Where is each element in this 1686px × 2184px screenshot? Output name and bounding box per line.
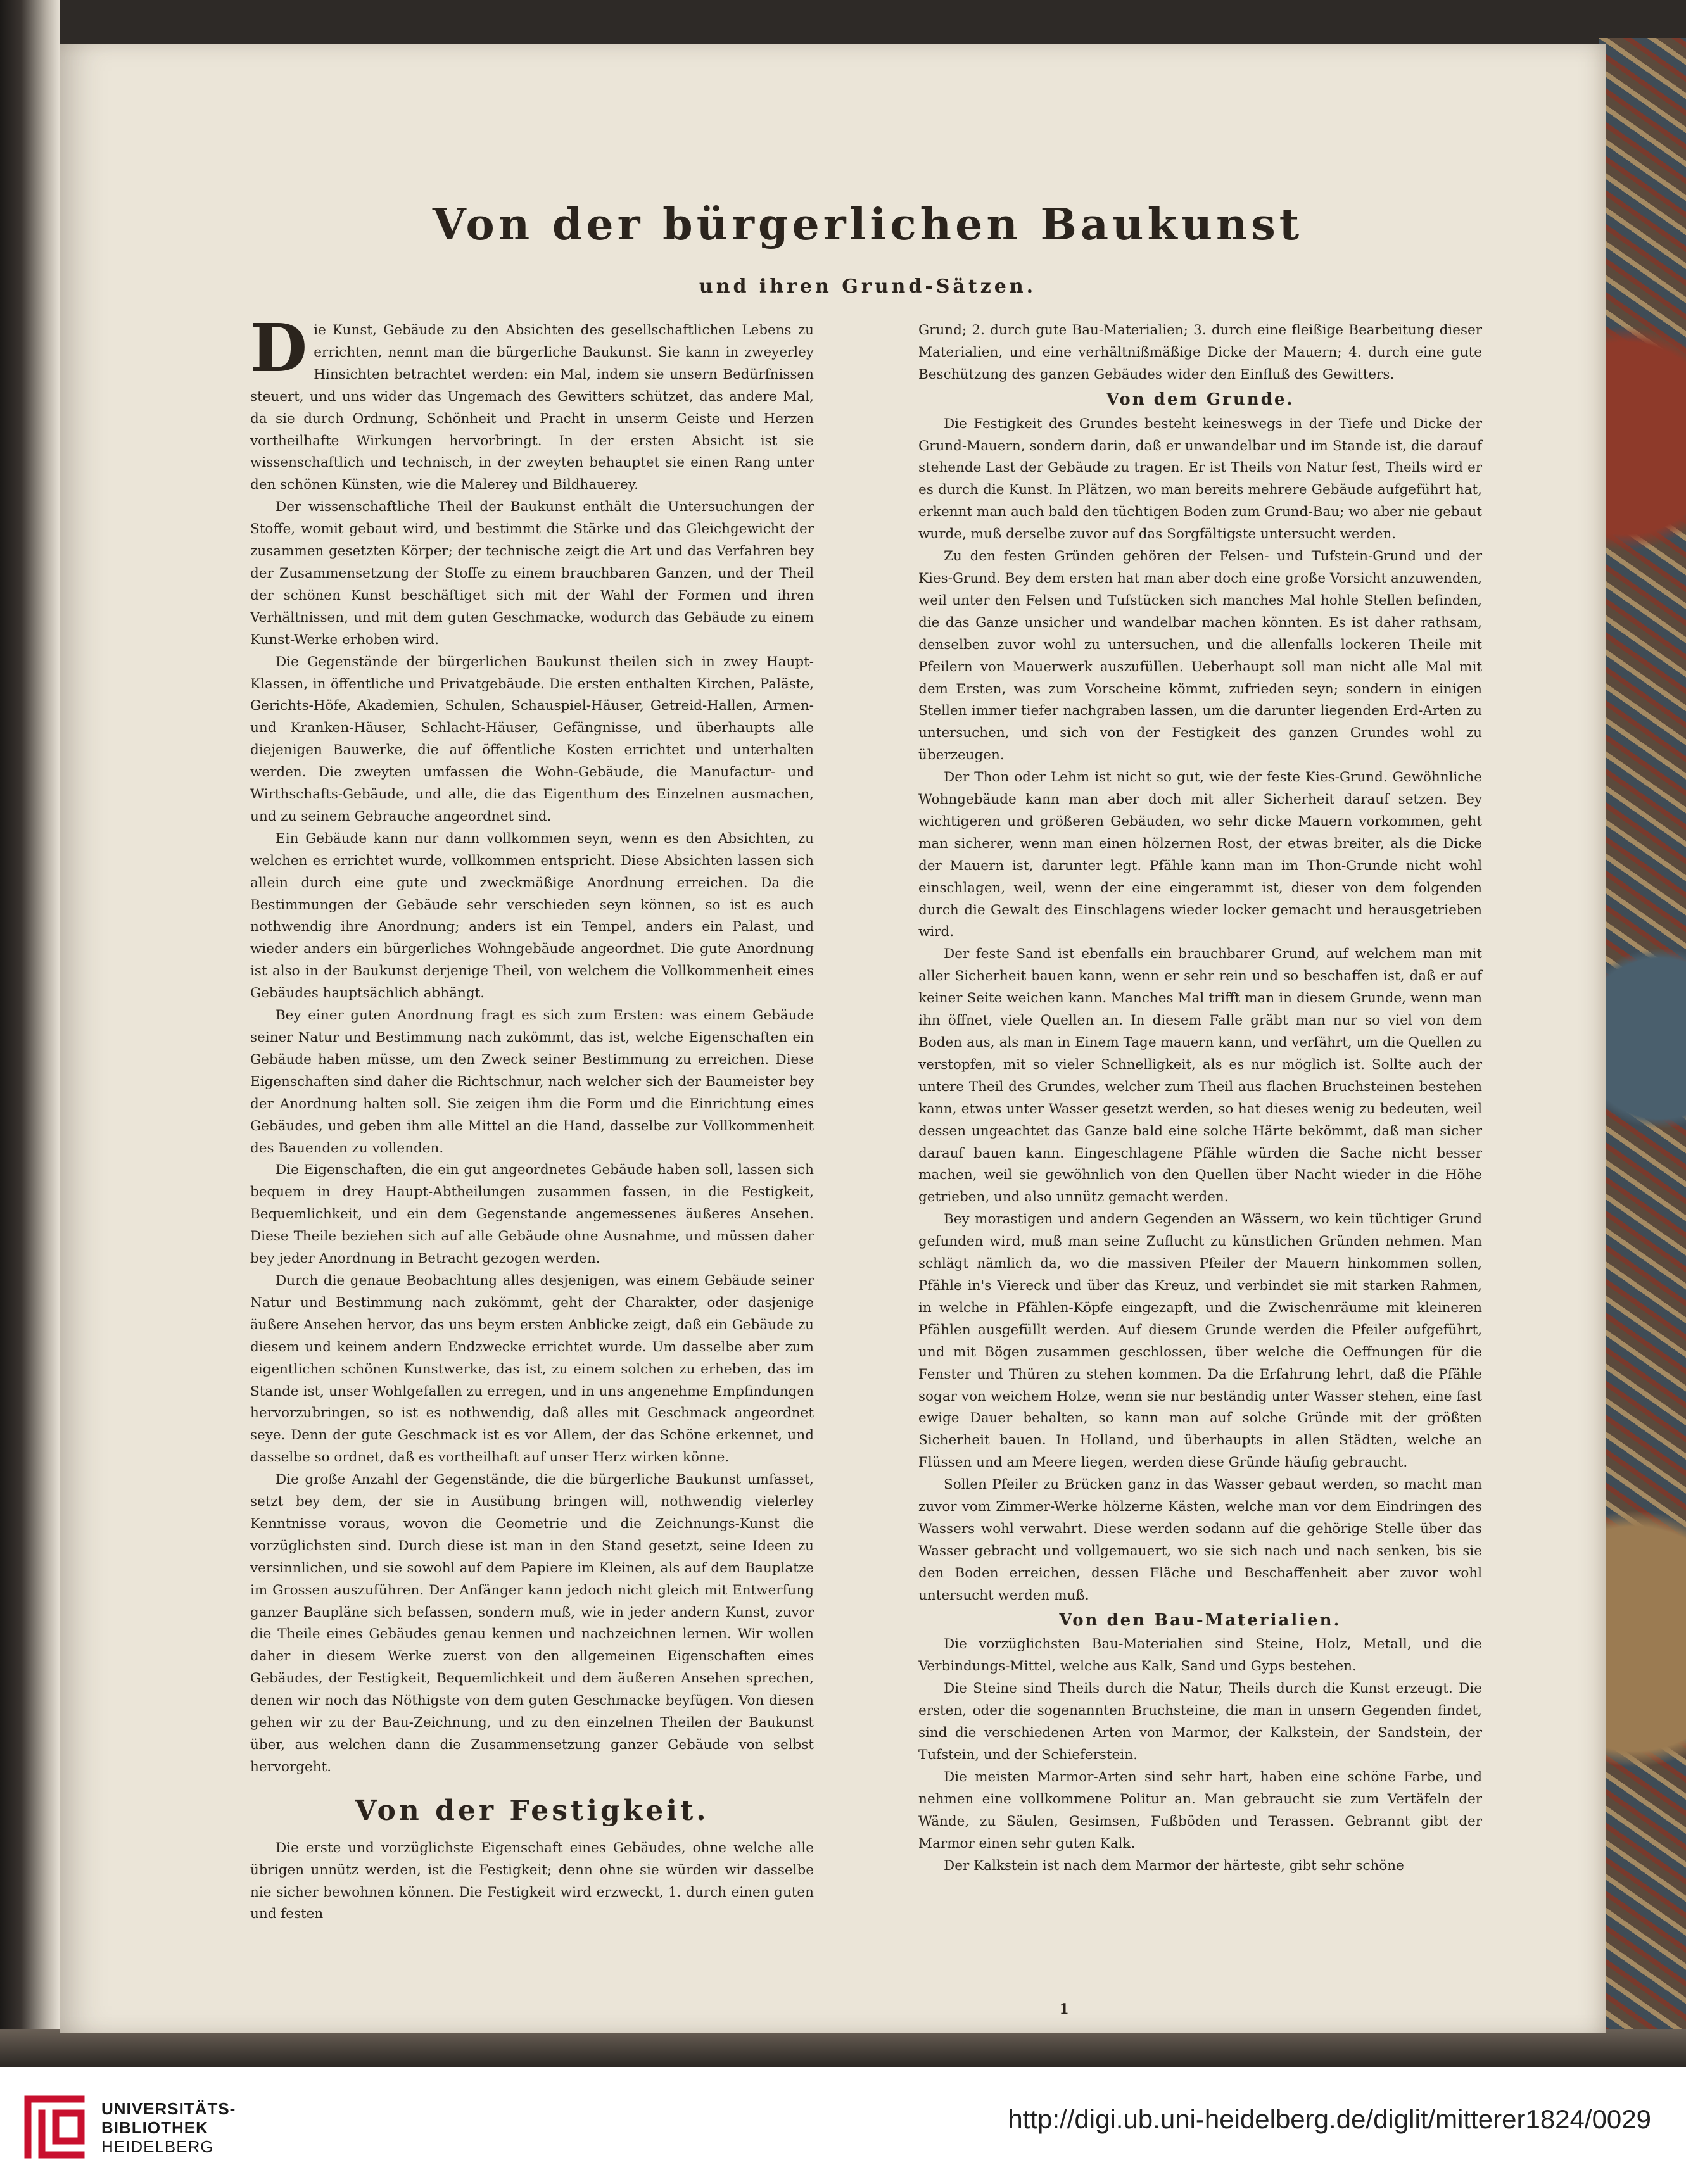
paragraph: Die erste und vorzüglichste Eigenschaft eines Gebäudes, ohne welche alle übrigen unnütz werden, ist die Festigkeit; denn ohne sie würden wir dasselbe nie sicher bewohnen können. Die Festigkeit wird erzweckt, 1. durch einen guten und festen xyxy=(250,1840,814,1922)
page-subtitle: und ihren Grund-Sätzen. xyxy=(699,275,1037,298)
paragraph: Bey morastigen und andern Gegenden an Wässern, wo kein tüchtiger Grund gefunden wird, muß man seine Zuflucht zu künstlichen Gründen nehmen. Man schlägt nämlich da, wo die massiven Pfeiler der Mauern hinkommen sollen, Pfähle in's Viereck und über das Kreuz, und verbindet sie mit starken Rahmen, in welche in Pfählen-Köpfe eingezapft, und die Zwischenräume mit kleineren Pfählen ausgefüllt werden. Auf diesem Grunde werden die Pfeiler aufgeführt, und mit Bögen zusammen geschlossen, über welche die Oeffnungen für die Fenster und Thüren zu stehen kommen. Da die Erfahrung lehrt, daß die Pfähle sogar von weichem Holze, wenn sie nur beständig unter Wasser stehen, eine fast ewige Dauer behalten, so kann man auf solche Gründe mit der größten Sicherheit bauen. In Holland, und überhaupts in allen Städten, welche an Flüssen und am Meere liegen, werden diese Gründe häufig gebraucht. xyxy=(918,1211,1482,1471)
section-heading: Von dem Grunde. xyxy=(1106,389,1295,409)
paragraph: Der Kalkstein ist nach dem Marmor der härteste, gibt sehr schöne xyxy=(944,1857,1404,1874)
library-name-line: HEIDELBERG xyxy=(101,2137,214,2156)
paragraph: Grund; 2. durch gute Bau-Materialien; 3. durch eine fleißige Bearbeitung dieser Materialien, und eine verhältnißmäßige Dicke der Mauern; 4. durch eine gute Beschützung des ganzen Gebäudes wider den Einfluß des Gewitters. xyxy=(918,322,1482,382)
paragraph: Der wissenschaftliche Theil der Baukunst enthält die Untersuchungen der Stoffe, womit gebaut wird, und bestimmt die Stärke und das Gleichgewicht der zusammen gesetzten Körper; der technische zeigt die Art und das Verfahren bey der Zusammensetzung der Stoffe zu einem brauchbaren Ganzen, und der Theil der schönen Kunst beschäftiget sich mit der Wahl der Formen und ihren Verhältnissen, und mit dem guten Geschmacke, wodurch das Gebäude zu einem Kunst-Werke erhoben wird. xyxy=(250,499,814,648)
paragraph: Die Festigkeit des Grundes besteht keineswegs in der Tiefe und Dicke der Grund-Mauern, sondern darin, daß er unwandelbar und im Stande ist, die darauf stehende Last der Gebäude zu tragen. Er ist Theils von Natur fest, Theils wird er es durch die Kunst. In Plätzen, wo man bereits mehrere Gebäude aufgeführt hat, erkennt man auch bald den tüchtigen Boden zum Grund-Bau; wo aber nie gebaut wurde, muß derselbe zuvor auf das Sorgfältigste untersucht werden. xyxy=(918,415,1482,543)
page-title: Von der bürgerlichen Baukunst xyxy=(432,199,1303,250)
paragraph: Sollen Pfeiler zu Brücken ganz in das Wasser gebaut werden, so macht man zuvor vom Zimmer-Werke hölzerne Kästen, welche man vor dem Eindringen des Wassers wohl verwahrt. Diese werden sodann auf die gehörige Stelle über das Wasser gebracht und vollgemauert, wo sie sich nach und nach senken, bis sie den Boden erreichen, dessen Fläche und Beschaffenheit aber zuvor wohl untersucht werden muß. xyxy=(918,1477,1482,1603)
paragraph: Die vorzüglichsten Bau-Materialien sind Steine, Holz, Metall, und die Verbindungs-Mittel, welche aus Kalk, Sand und Gyps bestehen. xyxy=(918,1636,1482,1675)
marbled-endpaper xyxy=(1599,38,1686,2039)
paragraph: Die große Anzahl der Gegenstände, die die bürgerliche Baukunst umfasset, setzt bey dem, der sie in Ausübung bringen will, nothwendig vielerley Kenntnisse voraus, wovon die Geometrie und die Zeichnungs-Kunst die vorzüglichsten sind. Durch diese ist man in den Stand gesetzt, seine Ideen zu versinnlichen, und sie sowohl auf dem Papiere im Kleinen, als auf dem Bauplatze im Grossen auszuführen. Der Anfänger kann jedoch nicht gleich mit Entwerfung ganzer Baupläne sich befassen, sondern muß, wie in jeder andern Kunst, zuvor die Theile eines Gebäudes genau kennen und nachzeichnen lernen. Wir wollen daher in diesem Werke zuerst von den allgemeinen Eigenschaften eines Gebäudes, der Festigkeit, Bequemlichkeit und dem äußeren Ansehen sprechen, denen wir noch das Nöthigste von dem guten Geschmacke beyfügen. Von diesen gehen wir zu der Bau-Zeichnung, und zu den einzelnen Theilen der Baukunst über, aus welchen dann die Zusammensetzung ganzer Gebäude von selbst hervorgeht. xyxy=(250,1472,814,1775)
logo-strokes xyxy=(28,2099,81,2155)
section-heading: Von der Festigkeit. xyxy=(355,1794,709,1827)
right-column xyxy=(918,320,1482,1877)
paragraph: Die meisten Marmor-Arten sind sehr hart, haben eine schöne Farbe, und nehmen eine vollkommene Politur an. Man gebraucht sie zum Vertäfeln der Wände, zu Säulen, Gesimsen, Fußböden und Terassen. Gebrannt gibt der Marmor einen sehr guten Kalk. xyxy=(918,1769,1482,1852)
paragraph: Ein Gebäude kann nur dann vollkommen seyn, wenn es den Absichten, zu welchen es errichtet wurde, vollkommen entspricht. Diese Absichten lassen sich allein durch eine gute und zweckmäßige Anordnung erreichen. Da die Bestimmungen der Gebäude sehr verschieden seyn können, so ist es auch nothwendig ihre Anordnung; anders ist ein Tempel, anders ein Palast, und wieder anders ein bürgerliches Wohngebäude angeordnet. Die gute Anordnung ist also in der Baukunst derjenige Theil, von welchem die Vollkommenheit eines Gebäudes hauptsächlich abhängt. xyxy=(250,830,814,1002)
book-binding-left xyxy=(0,0,60,2045)
paragraph: Die Gegenstände der bürgerlichen Baukunst theilen sich in zwey Haupt-Klassen, in öffentliche und Privatgebäude. Die ersten enthalten Kirchen, Paläste, Gerichts-Höfe, Akademien, Schulen, Schauspiel-Häuser, Getreid-Hallen, Armen- und Kranken-Häuser, Schlacht-Häuser, Gefängnisse, und überhaupts alle diejenigen Bauwerke, die auf öffentliche Kosten errichtet und unterhalten werden. Die zweyten umfassen die Wohn-Gebäude, die Manufactur- und Wirthschafts-Gebäude, und alle, die das Eigenthum des Einzelnen ausmachen, und zu seinem Gebrauche angeordnet sind. xyxy=(250,653,814,824)
logo-stroke xyxy=(42,2113,81,2155)
book-edge-bottom xyxy=(0,2029,1686,2067)
paragraph: Der feste Sand ist ebenfalls ein brauchbarer Grund, auf welchem man mit aller Sicherheit bauen kann, wenn er sehr rein und so beschaffen ist, daß er auf keiner Seite weichen kann. Manches Mal trifft man in diesem Grunde, wenn man ihn öffnet, viele Quellen an. In diesem Falle gräbt man nur so viel von dem Boden aus, als man in Einem Tage mauern kann, und verfährt, um die Quellen zu verstopfen, mit so vieler Schnelligkeit, als es nur möglich ist. Sollte auch der untere Theil des Grundes, welcher zum Theil aus flachen Bruchsteinen bestehen kann, etwas unter Wasser gesetzt werden, so hat dieses wenig zu bedeuten, weil dessen ungeachtet das Ganze bald eine solche Härte bekömmt, daß man sicher darauf bauen kann. Eingeschlagene Pfähle würden die Sache nicht besser machen, weil sie gewöhnlich von den Quellen über Nacht wieder in die Höhe getrieben, und also unnütz gemacht werden. xyxy=(918,946,1482,1206)
drop-cap: D xyxy=(250,309,308,387)
paragraph: Durch die genaue Beobachtung alles desjenigen, was einem Gebäude seiner Natur und Bestimmung nach zukömmt, geht der Charakter, oder dasjenige äußere Ansehen hervor, das uns beym ersten Anblicke zeigt, daß ein Gebäude zu diesem und keinem andern Endzwecke errichtet wurde. Um dasselbe aber zum eigentlichen schönen Kunstwerke, das ist, zu einem solchen zu erheben, das im Stande ist, unser Wohlgefallen zu erregen, und in uns angenehme Empfindungen hervorzubringen, so ist es nothwendig, daß alles mit Geschmack angeordnet seye. Denn der gute Geschmack ist es vor Allem, der das Schöne erkennet, und dasselbe so ordnet, daß es vortheilhaft auf unser Herz wirken könne. xyxy=(250,1272,814,1466)
paragraph-text: ie Kunst, Gebäude zu den Absichten des gesellschaftlichen Lebens zu errichten, nennt man die bürgerliche Baukunst. Sie kann in zweyerley Hinsichten betrachtet werden: ein Mal, indem sie unsern Bedürfnissen steuert, und uns wider das Ungemach des Gewitters schützet, das andere Mal, da sie durch Ordnung, Schönheit und Pracht in unserm Geiste und Herzen vortheilhafte Wirkungen hervorbringt. In der ersten Absicht ist sie wissenschaftlich und technisch, in der zweyten behauptet sie einen Rang unter den schönen Künsten, wie die Malerey und Bildhauerey. xyxy=(250,322,814,493)
paragraph: Die Eigenschaften, die ein gut angeordnetes Gebäude haben soll, lassen sich bequem in drey Haupt-Abtheilungen zusammen fassen, in die Festigkeit, Bequemlichkeit, und ein dem Gegenstande angemessenes äußeres Ansehen. Diese Theile beziehen sich auf alle Gebäude ohne Ausnahme, und müssen daher bey jeder Anordnung in Betracht gezogen werden. xyxy=(250,1162,814,1267)
library-name-line: BIBLIOTHEK xyxy=(101,2118,208,2137)
paragraph: Bey einer guten Anordnung fragt es sich zum Ersten: was einem Gebäude seiner Natur und Bestimmung nach zukömmt, das ist, welche Eigenschaften ein Gebäude haben müsse, um den Zweck seiner Bestimmung zu erreichen. Diese Eigenschaften sind daher die Richtschnur, nach welcher sich der Baumeister bey der Anordnung halten soll. Sie zeigen ihm die Form und die Einrichtung eines Gebäudes, und geben ihm alle Mittel an die Hand, dasselbe zur Vollkommenheit des Bauenden zu vollenden. xyxy=(250,1007,814,1156)
book-page xyxy=(60,44,1606,2033)
paragraph: Zu den festen Gründen gehören der Felsen- und Tufstein-Grund und der Kies-Grund. Bey dem ersten hat man aber doch eine große Vorsicht anzuwenden, weil unter den Felsen und Tufstücken sich manches Mal hohle Stellen befinden, die das Ganze unsicher und wandelbar machen könnten. Es ist daher rathsam, denselben zuvor wohl zu untersuchen, und die allenfalls lockeren Theile mit Pfeilern von Mauerwerk auszufüllen. Ueberhaupt soll man nicht alle Mal mit dem Ersten, was zum Vorscheine kömmt, zufrieden seyn; sondern in einigen Stellen immer tiefer nachgraben lassen, um die darunter liegenden Erd-Arten zu untersuchen, und sich von der Festigkeit des ganzen Grundes wohl zu überzeugen. xyxy=(918,548,1482,764)
left-column xyxy=(250,309,814,1926)
footer-bar xyxy=(0,2067,1686,2184)
paragraph: Die Steine sind Theils durch die Natur, Theils durch die Kunst erzeugt. Die ersten, oder die sogenannten Bruchsteine, die man in unsern Gegenden findet, sind die verschiedenen Arten von Marmor, der Kalkstein, der Sandstein, der Tufstein, und der Schieferstein. xyxy=(918,1681,1482,1763)
section-heading: Von den Bau-Materialien. xyxy=(1059,1610,1341,1630)
library-name xyxy=(101,2099,236,2156)
page-content xyxy=(250,199,1485,2017)
library-name-line: UNIVERSITÄTS- xyxy=(101,2099,236,2118)
logo-stroke xyxy=(56,2113,81,2141)
library-logo-icon xyxy=(15,2086,94,2168)
paragraph xyxy=(250,309,814,496)
page-number: 1 xyxy=(1059,2001,1069,2017)
paragraph: Der Thon oder Lehm ist nicht so gut, wie der feste Kies-Grund. Gewöhnliche Wohngebäude kann man aber doch mit aller Sicherheit darauf setzen. Bey wichtigeren und größeren Gebäuden, wo sehr dicke Mauern vorkommen, geht man sicherer, wenn man einen hölzernen Rost, der etwas breiter, als die Dicke der Mauern ist, darunter legt. Pfähle kann man im Thon-Grunde nicht wohl einschlagen, weil, wenn der eine eingerammt ist, dieser von dem folgenden durch die Gewalt des Einschlagens wieder locker gemacht und herausgetrieben wird. xyxy=(918,769,1482,940)
source-url-link[interactable]: http://digi.ub.uni-heidelberg.de/diglit/mitterer1824/0029 xyxy=(1008,2104,1651,2134)
